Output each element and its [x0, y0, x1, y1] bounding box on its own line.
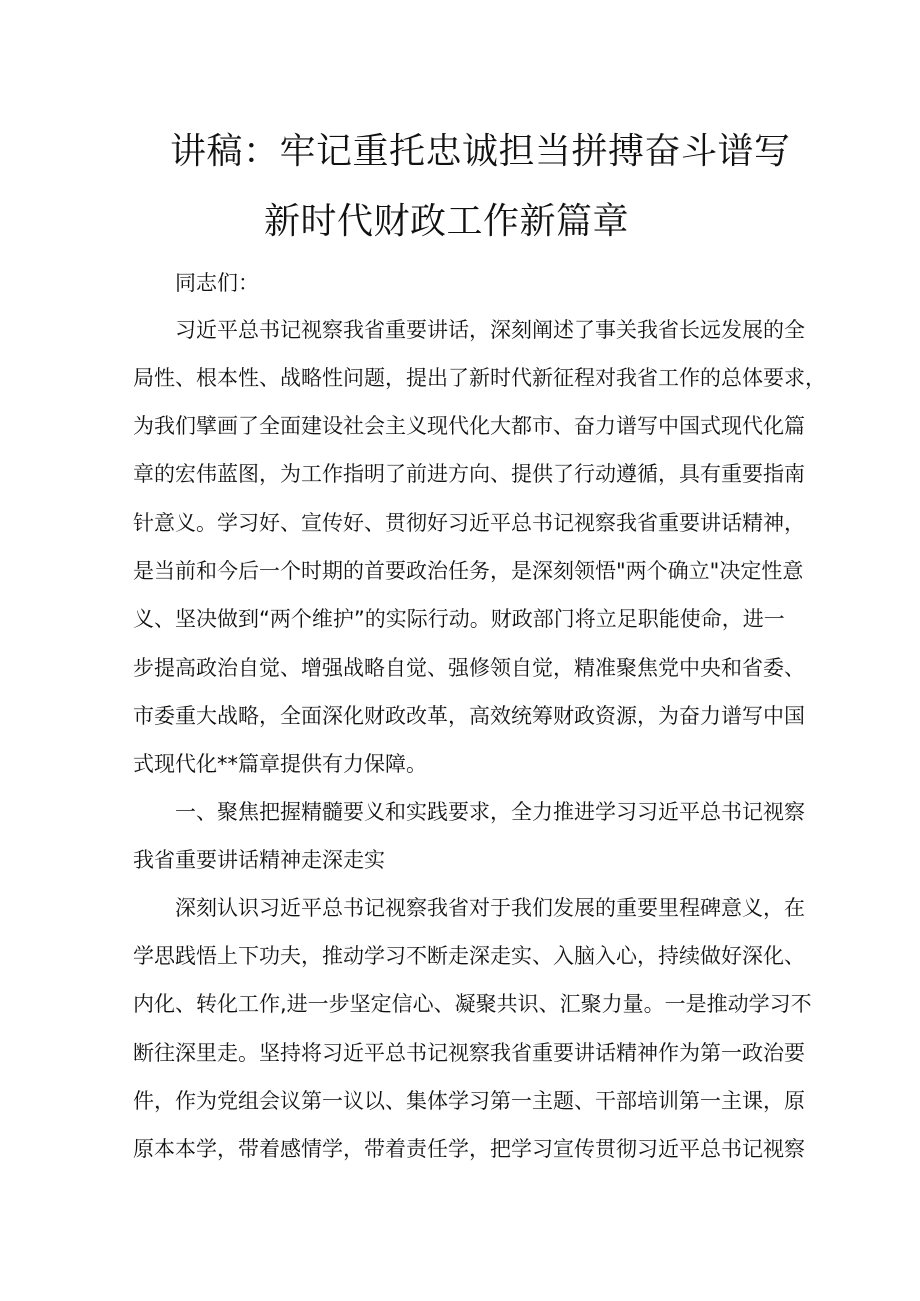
paragraph-1-line: 局性、根本性、战略性问题，提出了新时代新征程对我省工作的总体要求， [133, 366, 826, 390]
paragraph-2-line: 断往深里走。坚持将习近平总书记视察我省重要讲话精神作为第一政治要 [133, 1041, 805, 1065]
paragraph-1-line: 是当前和今后一个时期的首要政治任务，是深刻领悟"两个确立"决定性意 [133, 559, 804, 583]
document-title-line-1: 讲稿：牢记重托忠诚担当拼搏奋斗谱写 [170, 131, 791, 172]
salutation: 同志们： [175, 271, 259, 295]
paragraph-2-line: 学思践悟上下功夫，推动学习不断走深走实、入脑入心，持续做好深化、 [133, 944, 805, 968]
section-heading-line: 我省重要讲话精神走深走实 [133, 848, 385, 872]
paragraph-2-line: 内化、转化工作,进一步坚定信心、凝聚共识、汇聚力量。一是推动学习不 [133, 992, 812, 1016]
paragraph-1-line: 针意义。学习好、宣传好、贯彻好习近平总书记视察我省重要讲话精神， [133, 511, 805, 535]
paragraph-2-line: 件，作为党组会议第一议以、集体学习第一主题、干部培训第一主课，原 [133, 1089, 805, 1113]
paragraph-1-line: 式现代化**篇章提供有力保障。 [133, 752, 427, 776]
document-title-line-2: 新时代财政工作新篇章 [264, 201, 630, 242]
paragraph-2-line: 深刻认识习近平总书记视察我省对于我们发展的重要里程碑意义，在 [175, 896, 805, 920]
section-heading-line: 一、聚焦把握精髓要义和实践要求，全力推进学习习近平总书记视察 [175, 800, 805, 824]
paragraph-1-line: 市委重大战略，全面深化财政改革，高效统筹财政资源，为奋力谱写中国 [133, 704, 805, 728]
paragraph-1-line: 义、坚决做到“两个维护”的实际行动。财政部门将立足职能使命，进一 [133, 607, 785, 631]
paragraph-1-line: 习近平总书记视察我省重要讲话，深刻阐述了事关我省长远发展的全 [175, 318, 805, 342]
paragraph-2-line: 原本本学，带着感情学，带着责任学，把学习宣传贯彻习近平总书记视察 [133, 1137, 805, 1161]
paragraph-1-line: 步提高政治自觉、增强战略自觉、强修领自觉，精准聚焦党中央和省委、 [133, 656, 805, 680]
paragraph-1-line: 为我们擘画了全面建设社会主义现代化大都市、奋力谱写中国式现代化篇 [133, 414, 805, 438]
paragraph-1-line: 章的宏伟蓝图，为工作指明了前进方向、提供了行动遵循，具有重要指南 [133, 462, 805, 486]
